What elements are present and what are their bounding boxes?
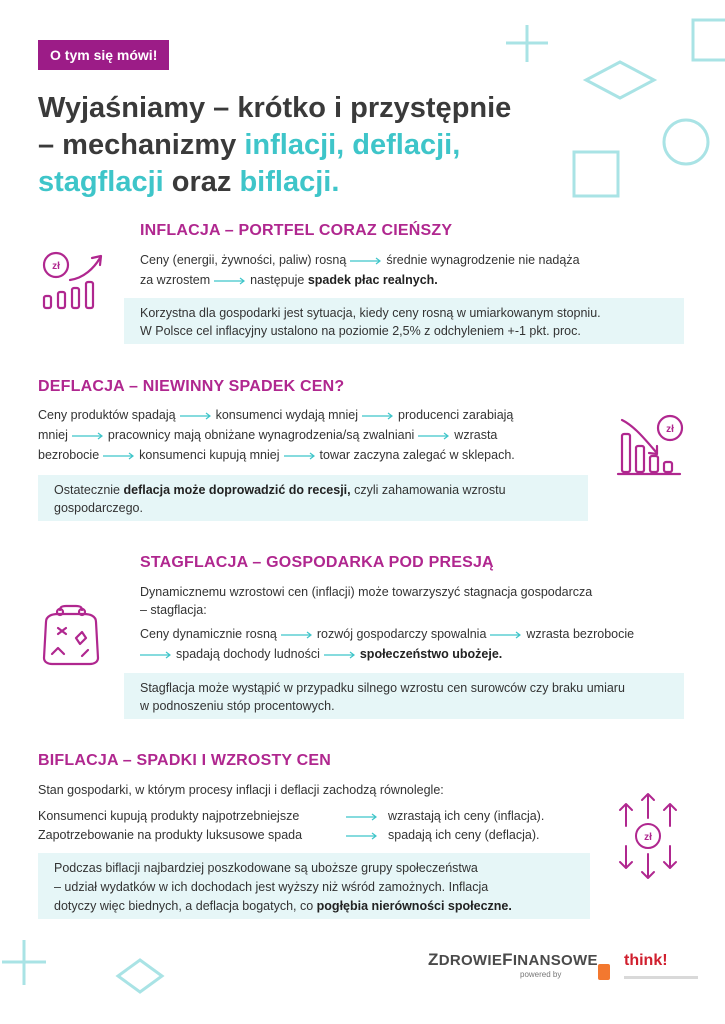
biflacja-line-3: Zapotrzebowanie na produkty luksusowe spada spadają ich ceny (deflacja). [38, 828, 540, 842]
think-logo-tagline [624, 976, 698, 979]
arrow-right-icon [103, 452, 135, 460]
arrow-right-icon [214, 277, 246, 285]
arrow-right-icon [362, 412, 394, 420]
stagflacja-line-1: Dynamicznemu wzrostowi cen (inflacji) może towarzyszyć stagnacja gospodarcza [140, 585, 593, 599]
diamond-shape-bottom [118, 960, 162, 992]
stagflacja-box-line-2: w podnoszeniu stóp procentowych. [140, 699, 335, 713]
biflacja-line-2: Konsumenci kupują produkty najpotrzebniejsze wzrastają ich ceny (inflacja). [38, 809, 545, 823]
title-line-1: Wyjaśniamy – krótko i przystępnie [38, 92, 512, 124]
square-shape [574, 152, 618, 196]
svg-text:zł: zł [52, 261, 60, 272]
arrow-right-icon [340, 813, 384, 821]
title-line-3: stagflacji oraz biflacji. [38, 166, 340, 198]
stagflacja-line-3: Ceny dynamicznie rosną rozwój gospodarczy spowalnia wzrasta bezrobocie [140, 627, 635, 641]
footer-logos [428, 948, 698, 988]
inflacja-box-line-2: W Polsce cel inflacyjny ustalono na poziomie 2,5% z odchyleniem +-1 pkt. proc. [140, 324, 581, 338]
arrow-right-icon [180, 412, 212, 420]
arrow-right-icon [350, 257, 382, 265]
think-logo: think! [624, 952, 668, 969]
deflacja-box-line-1: Ostatecznie deflacja może doprowadzić do recesji, czyli zahamowania wzrostu [54, 483, 506, 497]
stagflacja-line-4: spadają dochody ludności społeczeństwo ubożeje. [140, 646, 502, 662]
diamond-shape [586, 62, 654, 98]
biflacja-box-line-1: Podczas biflacji najbardziej poszkodowane są uboższe grupy społeczeństwa [54, 861, 478, 875]
deflacja-line-2: mniej pracownicy mają obniżane wynagrodzenia/są zwalniani wzrasta [38, 428, 498, 442]
arrow-right-icon [340, 832, 384, 840]
arrow-right-icon [324, 651, 356, 659]
svg-text:zł: zł [644, 832, 652, 843]
biflacja-box-line-3: dotyczy więc biednych, a deflacja bogatych, co pogłębia nierówności społeczne. [54, 899, 512, 913]
svg-text:zł: zł [666, 424, 674, 435]
inflacja-line-2: za wzrostem następuje spadek płac realnych. [140, 273, 438, 287]
up-down-arrows-icon [610, 790, 686, 882]
powered-by-label: powered by [520, 970, 562, 979]
broken-wallet-icon [36, 604, 106, 668]
deflacja-line-3: bezrobocie konsumenci kupują mniej towar zaczyna zalegać w sklepach. [38, 448, 515, 462]
square-shape-top-right [693, 20, 725, 60]
stagflacja-box-line-1: Stagflacja może wystąpić w przypadku silnego wzrostu cen surowców czy braku umiaru [140, 681, 625, 695]
stagflacja-line-2: – stagflacja: [140, 603, 207, 617]
biflacja-line-1: Stan gospodarki, w którym procesy inflacji i deflacji zachodzą równolegle: [38, 783, 444, 797]
biflacja-title: BIFLACJA – SPADKI I WZROSTY CEN [38, 752, 332, 769]
biflacja-info-box [38, 853, 590, 919]
arrow-right-icon [281, 631, 313, 639]
deflacja-info-box [38, 475, 588, 521]
arrow-right-icon [140, 651, 172, 659]
arrow-right-icon [72, 432, 104, 440]
biflacja-box-line-2: – udział wydatków w ich dochodach jest wyższy niż wśród zamożnych. Inflacja [54, 880, 489, 894]
topic-badge: O tym się mówi! [38, 40, 169, 70]
stagflacja-info-box [124, 673, 684, 719]
deflacja-box-line-2: gospodarczego. [54, 501, 143, 515]
falling-chart-icon [616, 412, 686, 478]
inflacja-line-1: Ceny (energii, żywności, paliw) rosną średnie wynagrodzenie nie nadąża [140, 253, 580, 267]
stagflacja-title: STAGFLACJA – GOSPODARKA POD PRESJĄ [140, 554, 494, 571]
inflacja-info-box [124, 298, 684, 344]
inflacja-box-line-1: Korzystna dla gospodarki jest sytuacja, kiedy ceny rosną w umiarkowanym stopniu. [140, 306, 601, 320]
zdrowie-finansowe-logo: ZDROWIEFINANSOWE [428, 950, 598, 969]
page-title [38, 90, 578, 201]
arrow-right-icon [284, 452, 316, 460]
growth-chart-icon [36, 250, 108, 314]
deflacja-line-1: Ceny produktów spadają konsumenci wydają mniej producenci zarabiają [38, 408, 514, 422]
deflacja-title: DEFLACJA – NIEWINNY SPADEK CEN? [38, 378, 345, 395]
partner-logo-icon [598, 964, 610, 980]
arrow-right-icon [490, 631, 522, 639]
inflacja-title: INFLACJA – PORTFEL CORAZ CIEŃSZY [140, 222, 453, 239]
title-line-2: – mechanizmy inflacji, deflacji, [38, 129, 461, 161]
arrow-right-icon [418, 432, 450, 440]
circle-shape [664, 120, 708, 164]
